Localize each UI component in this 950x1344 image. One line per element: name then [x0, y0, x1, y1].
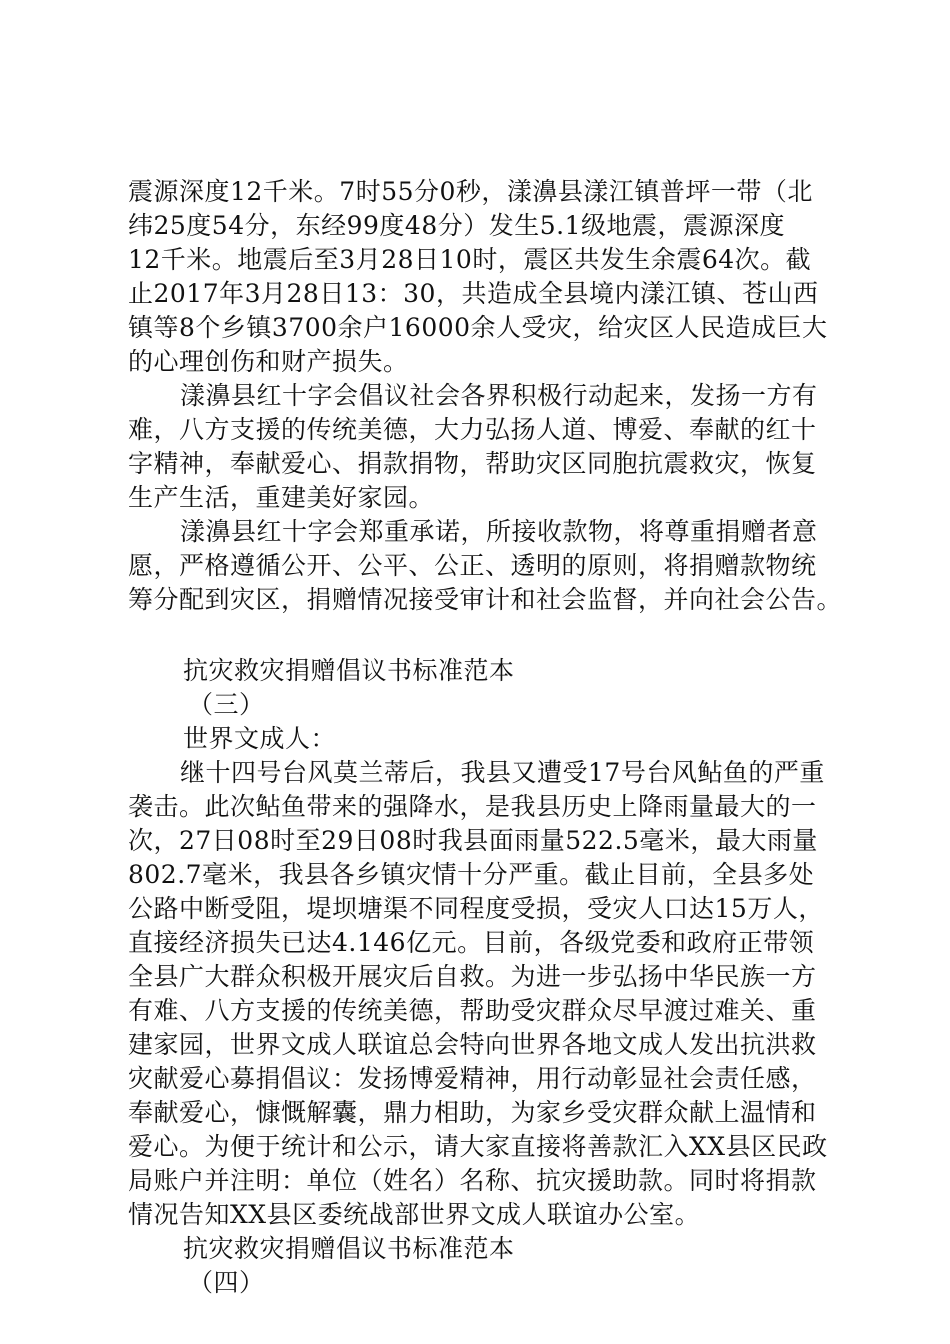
section-title: 抗灾救灾捐赠倡议书标准范本	[183, 656, 515, 685]
paragraph-line: 802.7毫米，我县各乡镇灾情十分严重。截止目前，全县多处	[128, 860, 815, 889]
paragraph-line: 公路中断受阻，堤坝塘渠不同程度受损，受灾人口达15万人，	[128, 894, 824, 923]
paragraph-line: 字精神，奉献爱心、捐款捐物，帮助灾区同胞抗震救灾，恢复	[128, 449, 817, 478]
paragraph-line: 爱心。为便于统计和公示，请大家直接将善款汇入XX县区民政	[128, 1132, 828, 1161]
paragraph-line: 灾献爱心募捐倡议：发扬博爱精神，用行动彰显社会责任感，	[128, 1064, 817, 1093]
paragraph-line: 次，27日08时至29日08时我县面雨量522.5毫米，最大雨量	[128, 826, 818, 855]
paragraph-line: 12千米。地震后至3月28日10时，震区共发生余震64次。截	[128, 245, 812, 274]
paragraph-line: 纬25度54分，东经99度48分）发生5.1级地震，震源深度	[128, 211, 786, 240]
paragraph-line: 漾濞县红十字会倡议社会各界积极行动起来，发扬一方有	[180, 381, 818, 410]
paragraph-line: 奉献爱心，慷慨解囊，鼎力相助，为家乡受灾群众献上温情和	[128, 1098, 817, 1127]
section-number: （四）	[188, 1268, 265, 1297]
paragraph-line: 局账户并注明：单位（姓名）名称、抗灾援助款。同时将捐款	[128, 1166, 817, 1195]
section-number: （三）	[188, 690, 265, 719]
paragraph-line: 镇等8个乡镇3700余户16000余人受灾，给灾区人民造成巨大	[128, 313, 828, 342]
paragraph-line: 情况告知XX县区委统战部世界文成人联谊办公室。	[128, 1200, 701, 1229]
paragraph-line: 难，八方支援的传统美德，大力弘扬人道、博爱、奉献的红十	[128, 415, 817, 444]
paragraph-line: 有难、八方支援的传统美德，帮助受灾群众尽早渡过难关、重	[128, 996, 817, 1025]
paragraph-line: 袭击。此次鲇鱼带来的强降水，是我县历史上降雨量最大的一	[128, 792, 817, 821]
paragraph-line: 筹分配到灾区，捐赠情况接受审计和社会监督，并向社会公告。	[128, 585, 843, 614]
section-title: 抗灾救灾捐赠倡议书标准范本	[183, 1234, 515, 1263]
paragraph-line: 直接经济损失已达4.146亿元。目前，各级党委和政府正带领	[128, 928, 815, 957]
paragraph-line: 继十四号台风莫兰蒂后，我县又遭受17号台风鲇鱼的严重	[180, 758, 825, 787]
paragraph-line: 建家园，世界文成人联谊总会特向世界各地文成人发出抗洪救	[128, 1030, 817, 1059]
paragraph-line: 生产生活，重建美好家园。	[128, 483, 435, 512]
paragraph-line: 的心理创伤和财产损失。	[128, 347, 409, 376]
paragraph-line: 愿，严格遵循公开、公平、公正、透明的原则，将捐赠款物统	[128, 551, 817, 580]
salutation: 世界文成人：	[183, 724, 337, 753]
paragraph-line: 震源深度12千米。7时55分0秒，漾濞县漾江镇普坪一带（北	[128, 177, 813, 206]
paragraph-line: 漾濞县红十字会郑重承诺，所接收款物，将尊重捐赠者意	[180, 517, 818, 546]
paragraph-line: 止2017年3月28日13：30，共造成全县境内漾江镇、苍山西	[128, 279, 819, 308]
paragraph-line: 全县广大群众积极开展灾后自救。为进一步弘扬中华民族一方	[128, 962, 817, 991]
